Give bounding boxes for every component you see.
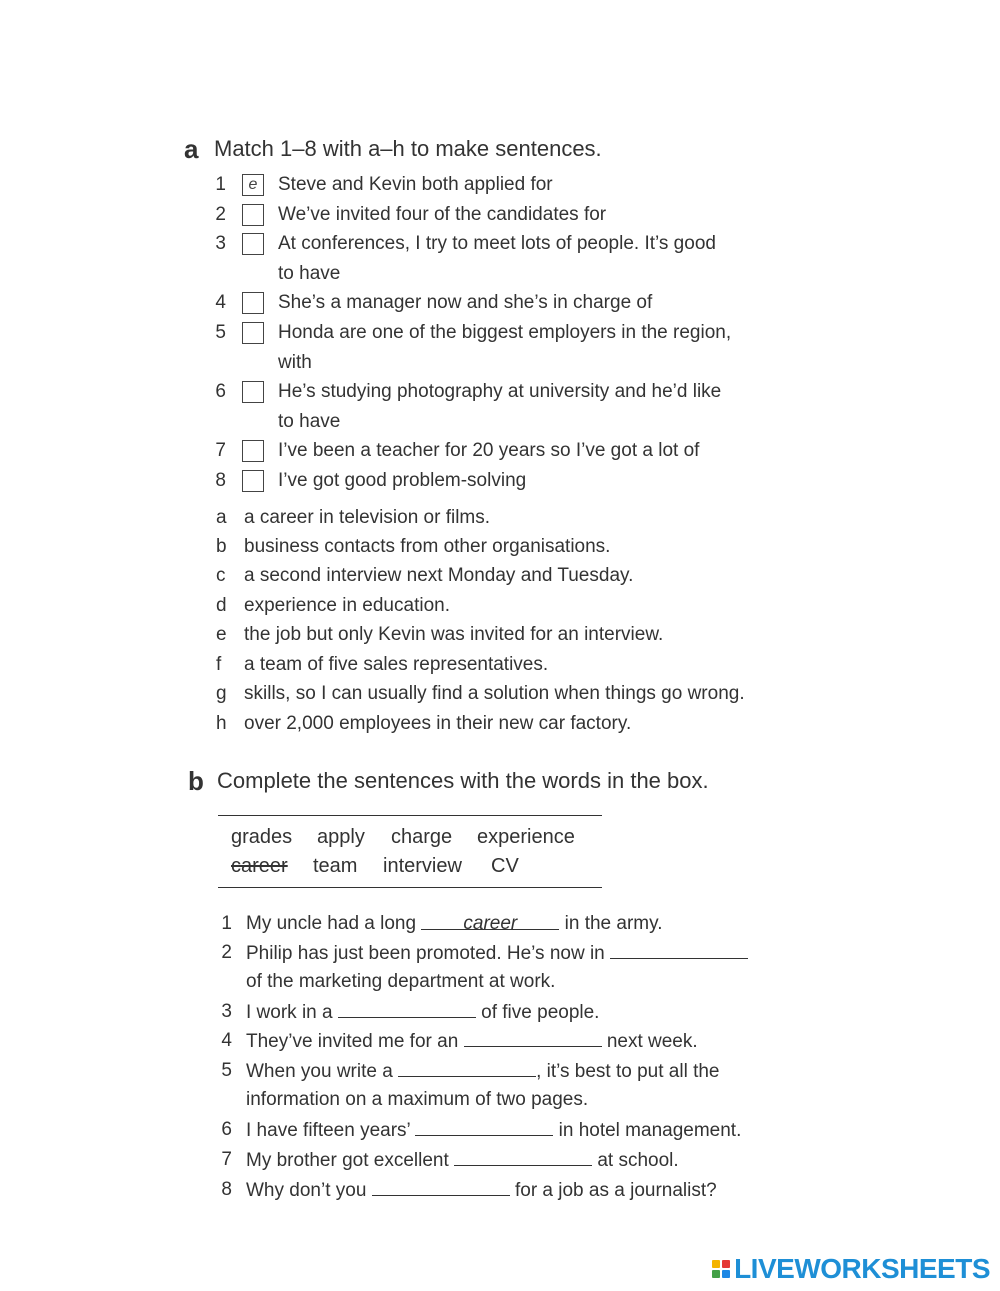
answer-box[interactable]: e (242, 174, 264, 196)
item-number: 8 (215, 470, 226, 491)
sentence-cont: of the marketing department at work. (246, 971, 556, 992)
word-box-word: apply (317, 826, 365, 848)
logo-text: LIVEWORKSHEETS (734, 1253, 990, 1284)
logo-icon-square (722, 1270, 730, 1278)
sentence-after: next week. (606, 1031, 698, 1052)
sentence-text (246, 1056, 720, 1087)
sentence-text (246, 938, 748, 969)
word-box-word: CV (491, 855, 519, 877)
word-box-word: grades (231, 826, 293, 848)
section-b-letter: b (188, 766, 204, 796)
sentence-number: 2 (221, 942, 232, 963)
item-number: 7 (215, 440, 226, 461)
logo-icon-square (712, 1260, 720, 1268)
answer-box[interactable] (242, 440, 264, 462)
word-box-word-used: career (231, 855, 288, 877)
answer-blank[interactable] (464, 1026, 602, 1047)
option-letter: a (216, 507, 227, 528)
sentence-before: They’ve invited me for an (246, 1031, 459, 1052)
option-letter: c (216, 565, 226, 586)
option-letter: d (216, 595, 227, 616)
word-box-row (231, 855, 519, 878)
answer-blank[interactable] (454, 1145, 592, 1166)
option-letter: h (216, 713, 227, 734)
logo-icon (712, 1260, 730, 1278)
answer-box[interactable] (242, 470, 264, 492)
answer-blank[interactable] (415, 1115, 553, 1136)
word-box-row (231, 826, 575, 849)
sentence-text (246, 997, 599, 1028)
option-text: experience in education. (244, 595, 450, 616)
sentence-before: My brother got excellent (246, 1150, 449, 1171)
word-box-word: charge (391, 826, 453, 848)
item-number: 3 (215, 233, 226, 254)
item-text: I’ve been a teacher for 20 years so I’ve got a lot of (278, 440, 700, 461)
answer-blank[interactable] (610, 938, 748, 959)
answer-box[interactable] (242, 292, 264, 314)
sentence-before: I have fifteen years’ (246, 1120, 411, 1141)
sentence-after: for a job as a journalist? (514, 1180, 717, 1201)
item-number: 2 (215, 204, 226, 225)
sentence-before: When you write a (246, 1061, 393, 1082)
logo-icon-square (712, 1270, 720, 1278)
sentence-after: of five people. (481, 1002, 600, 1023)
answer-blank[interactable] (372, 1175, 510, 1196)
item-number: 6 (215, 381, 226, 402)
sentence-after: in the army. (564, 913, 663, 934)
sentence-cont: information on a maximum of two pages. (246, 1089, 589, 1110)
item-text: Honda are one of the biggest employers in the region, (278, 322, 732, 343)
item-text: At conferences, I try to meet lots of people. It’s good (278, 233, 716, 254)
answer-blank[interactable] (398, 1056, 536, 1077)
sentence-before: I work in a (246, 1002, 333, 1023)
sentence-number: 6 (221, 1119, 232, 1140)
item-text-cont: to have (278, 263, 341, 284)
item-number: 4 (215, 292, 226, 313)
option-letter: b (216, 536, 227, 557)
option-text: the job but only Kevin was invited for an interview. (244, 624, 664, 645)
answer-box[interactable] (242, 204, 264, 226)
item-text: She’s a manager now and she’s in charge of (278, 292, 653, 313)
item-text: I’ve got good problem-solving (278, 470, 527, 491)
sentence-text (246, 1115, 741, 1146)
sentence-number: 4 (221, 1030, 232, 1051)
section-b-instruction: Complete the sentences with the words in the box. (217, 768, 709, 793)
sentence-before: My uncle had a long (246, 913, 417, 934)
word-box-word: team (313, 855, 358, 877)
item-text: He’s studying photography at university and he’d like (278, 381, 722, 402)
option-text: a team of five sales representatives. (244, 654, 549, 675)
sentence-number: 1 (221, 913, 232, 934)
answer-box[interactable] (242, 381, 264, 403)
option-letter: e (216, 624, 227, 645)
option-text: a second interview next Monday and Tuesday. (244, 565, 634, 586)
sentence-after: , it’s best to put all the (536, 1061, 720, 1082)
word-box-top-rule (218, 815, 602, 816)
option-letter: g (216, 683, 227, 704)
sentence-text (246, 1175, 717, 1206)
section-a-letter: a (184, 134, 199, 164)
answer-blank[interactable]: career (421, 909, 559, 930)
sentence-before: Philip has just been promoted. He’s now in (246, 943, 605, 964)
sentence-number: 8 (221, 1179, 232, 1200)
answer-box[interactable] (242, 322, 264, 344)
word-box-word: interview (383, 855, 462, 877)
option-text: business contacts from other organisations. (244, 536, 611, 557)
word-box-word: experience (477, 826, 575, 848)
sentence-text (246, 909, 662, 939)
option-text: over 2,000 employees in their new car factory. (244, 713, 632, 734)
item-number: 5 (215, 322, 226, 343)
item-text-cont: with (278, 352, 312, 373)
liveworksheets-logo[interactable] (712, 1253, 990, 1285)
option-text: a career in television or films. (244, 507, 491, 528)
option-text: skills, so I can usually find a solution when things go wrong. (244, 683, 745, 704)
sentence-text (246, 1145, 679, 1176)
sentence-text (246, 1026, 698, 1057)
sentence-after: in hotel management. (558, 1120, 742, 1141)
item-number: 1 (215, 174, 226, 195)
item-text: We’ve invited four of the candidates for (278, 204, 607, 225)
item-text-cont: to have (278, 411, 341, 432)
sentence-number: 5 (221, 1060, 232, 1081)
word-box-bottom-rule (218, 887, 602, 888)
logo-icon-square (722, 1260, 730, 1268)
answer-box[interactable] (242, 233, 264, 255)
sentence-after: at school. (597, 1150, 679, 1171)
sentence-number: 3 (221, 1001, 232, 1022)
sentence-number: 7 (221, 1149, 232, 1170)
option-letter: f (216, 654, 222, 675)
item-text: Steve and Kevin both applied for (278, 174, 553, 195)
sentence-before: Why don’t you (246, 1180, 367, 1201)
answer-blank[interactable] (338, 997, 476, 1018)
section-a-instruction: Match 1–8 with a–h to make sentences. (214, 136, 602, 161)
